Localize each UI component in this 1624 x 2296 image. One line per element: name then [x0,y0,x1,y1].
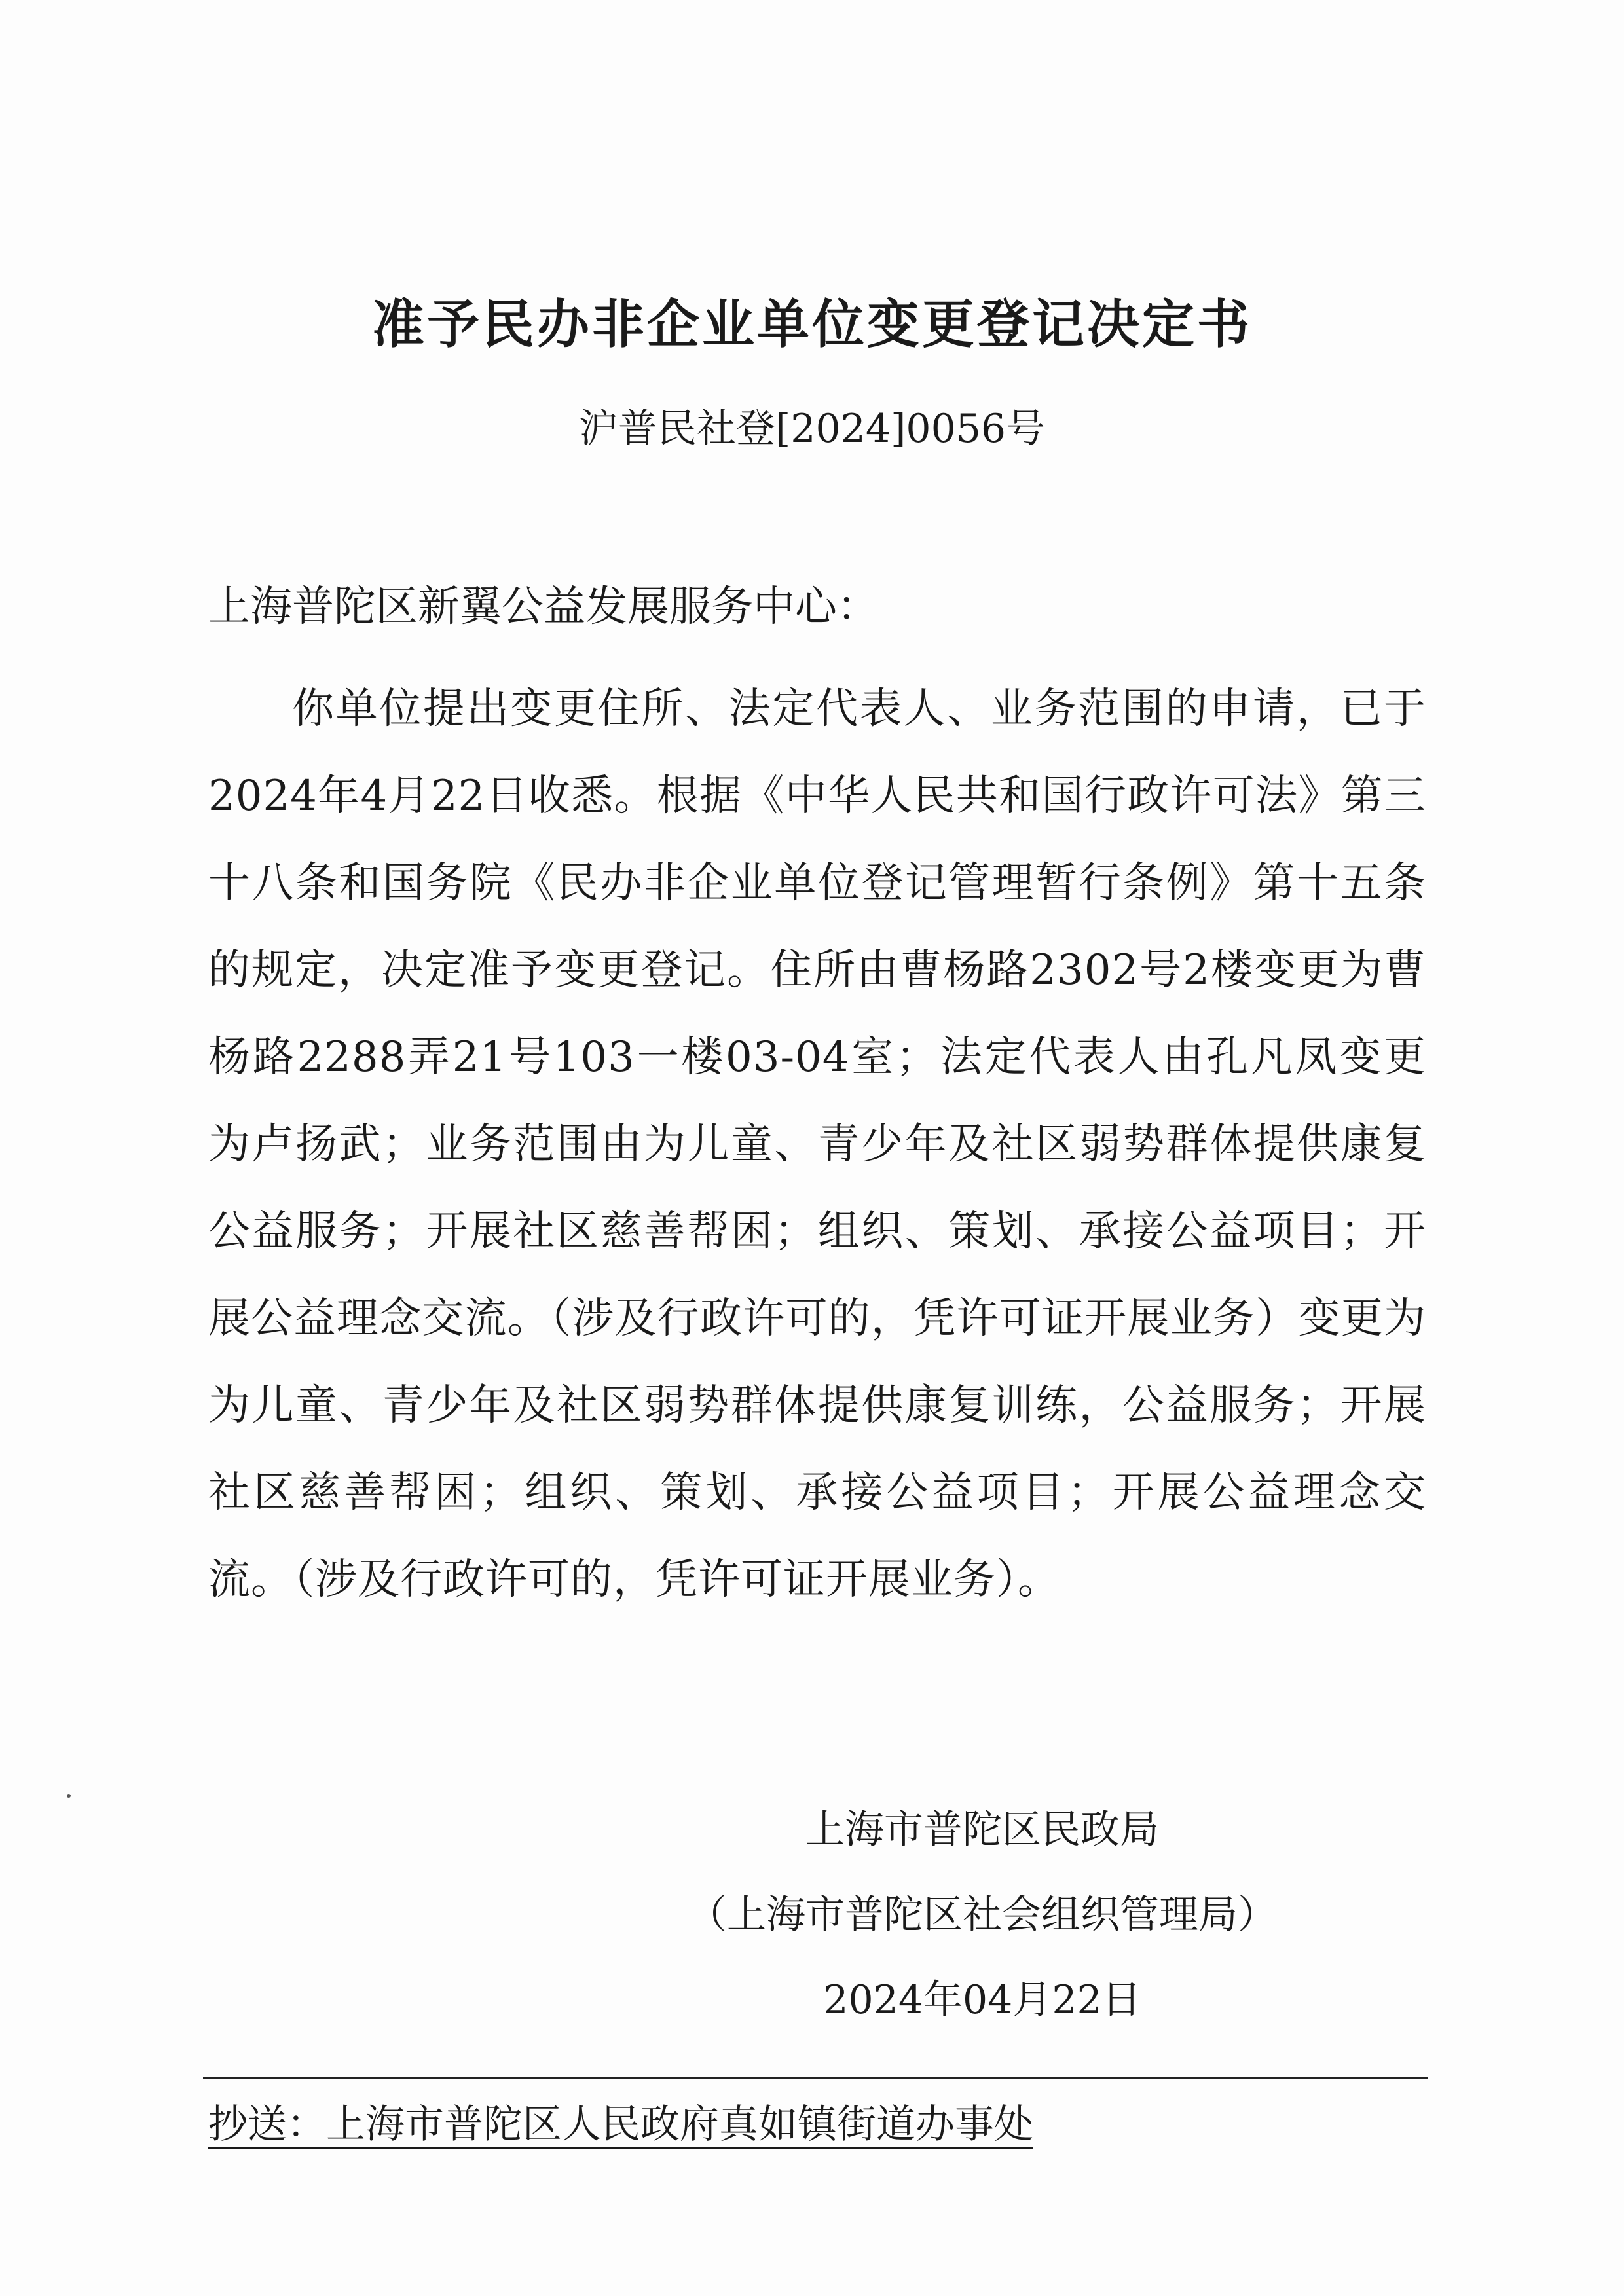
scan-speck [67,1794,71,1798]
addressee: 上海普陀区新翼公益发展服务中心： [208,583,879,631]
issuing-authority: 上海市普陀区民政局 [805,1807,1159,1853]
issue-date: 2024年04月22日 [823,1977,1141,2023]
document-title: 准予民办非企业单位变更登记决定书 [372,293,1252,355]
document-number: 沪普民社登[2024]0056号 [578,406,1046,452]
cc-divider [203,2077,1428,2079]
issuing-sub-authority: （上海市普陀区社会组织管理局） [688,1892,1277,1938]
cc-recipient: 抄送：上海市普陀区人民政府真如镇街道办事处 [208,2102,1033,2147]
body-paragraph: 你单位提出变更住所、法定代表人、业务范围的申请，已于2024年4月22日收悉。根据《中华人民共和国行政许可法》第三十八条和国务院《民办非企业单位登记管理暂行条例》第十五条的规定，决定准予变更登记。住所由曹杨路2302号2楼变更为曹杨路2288弄21号103一楼03-04室；法定代表人由孔凡凤变更为卢扬武；业务范围由为儿童、青少年及社区弱势群体提供康复公益服务；开展社区慈善帮困；组织、策划、承接公益项目；开展公益理念交流。（涉及行政许可的，凭许可证开展业务）变更为为儿童、青少年及社区弱势群体提供康复训练，公益服务；开展社区慈善帮困；组织、策划、承接公益项目；开展公益理念交流。（涉及行政许可的，凭许可证开展业务）。 [208,685,1426,1604]
